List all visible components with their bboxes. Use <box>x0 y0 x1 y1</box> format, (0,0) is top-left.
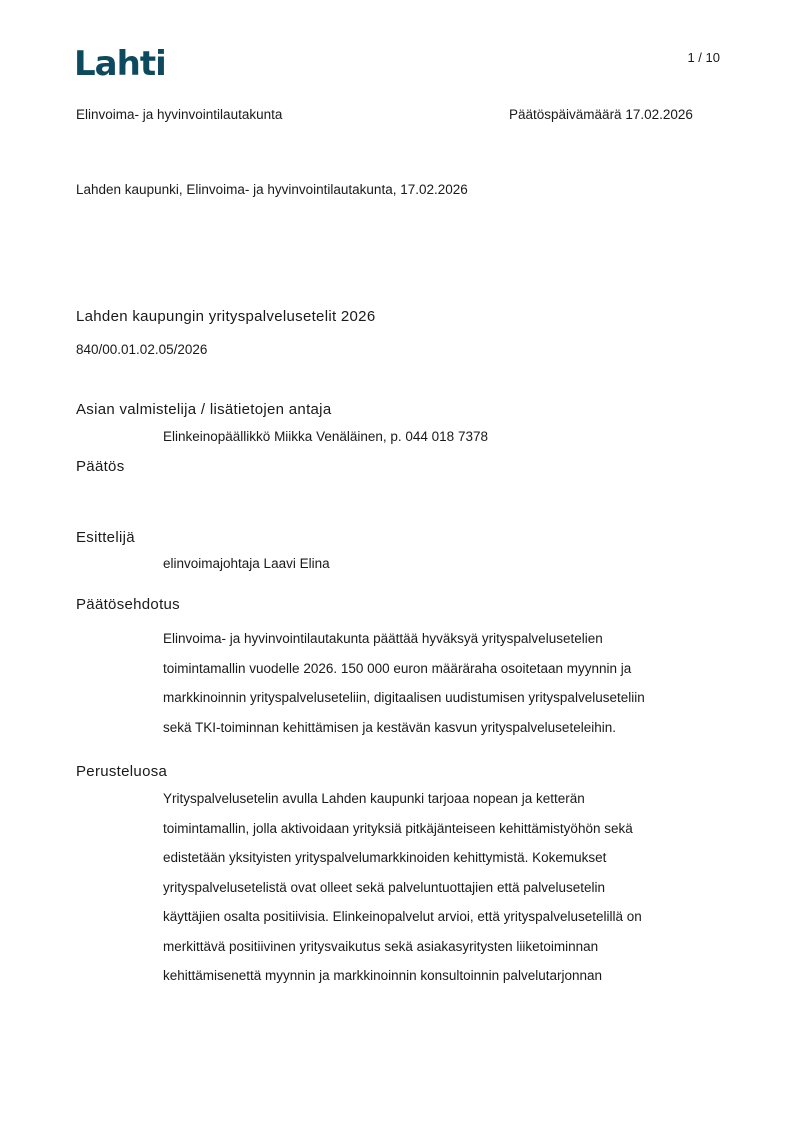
presenter-text: elinvoimajohtaja Laavi Elina <box>163 556 330 571</box>
proposal-line: Elinvoima- ja hyvinvointilautakunta päättää hyväksyä yrityspalvelusetelien <box>163 631 603 646</box>
rationale-paragraph <box>163 784 718 991</box>
rationale-line: yrityspalvelusetelistä ovat olleet sekä palveluntuottajien että palvelusetelin <box>163 879 606 895</box>
organization-line: Lahden kaupunki, Elinvoima- ja hyvinvointilautakunta, 17.02.2026 <box>76 182 468 197</box>
proposal-paragraph <box>163 624 718 742</box>
page-number: 1 / 10 <box>687 50 720 65</box>
rationale-line: toimintamallin, jolla aktivoidaan yrityksiä pitkäjänteiseen kehittämistyöhön sekä <box>163 820 633 836</box>
preparer-heading: Asian valmistelija / lisätietojen antaja <box>76 401 332 418</box>
proposal-heading: Päätösehdotus <box>76 596 180 613</box>
rationale-line: Yrityspalvelusetelin avulla Lahden kaupunki tarjoaa nopean ja ketterän <box>163 791 585 806</box>
proposal-line: sekä TKI-toiminnan kehittämisen ja kestävän kasvun yrityspalveluseteleihin. <box>163 719 616 735</box>
rationale-line: edistetään yksityisten yrityspalvelumarkkinoiden kehittymistä. Kokemukset <box>163 850 607 865</box>
proposal-line: markkinoinnin yrityspalveluseteliin, digitaalisen uudistumisen yrityspalveluseteliin <box>163 690 645 705</box>
document-title: Lahden kaupungin yrityspalvelusetelit 2026 <box>76 308 376 325</box>
presenter-heading: Esittelijä <box>76 529 135 546</box>
committee-name: Elinvoima- ja hyvinvointilautakunta <box>76 107 283 122</box>
rationale-heading: Perusteluosa <box>76 763 168 780</box>
document-number: 840/00.01.02.05/2026 <box>76 342 208 357</box>
proposal-line: toimintamallin vuodelle 2026. 150 000 euron määräraha osoitetaan myynnin ja <box>163 660 632 676</box>
rationale-line: käyttäjien osalta positiivisia. Elinkeinopalvelut arvioi, että yrityspalvelusetelillä on <box>163 909 642 924</box>
lahti-logo: Lahti <box>74 44 166 84</box>
decision-heading: Päätös <box>76 458 125 475</box>
rationale-line: merkittävä positiivinen yritysvaikutus sekä asiakasyritysten liiketoiminnan <box>163 938 599 954</box>
rationale-line: kehittämisenettä myynnin ja markkinoinnin konsultoinnin palvelutarjonnan <box>163 968 603 983</box>
decision-date: Päätöspäivämäärä 17.02.2026 <box>509 107 693 122</box>
preparer-text: Elinkeinopäällikkö Miikka Venäläinen, p. 044 018 7378 <box>163 429 488 444</box>
